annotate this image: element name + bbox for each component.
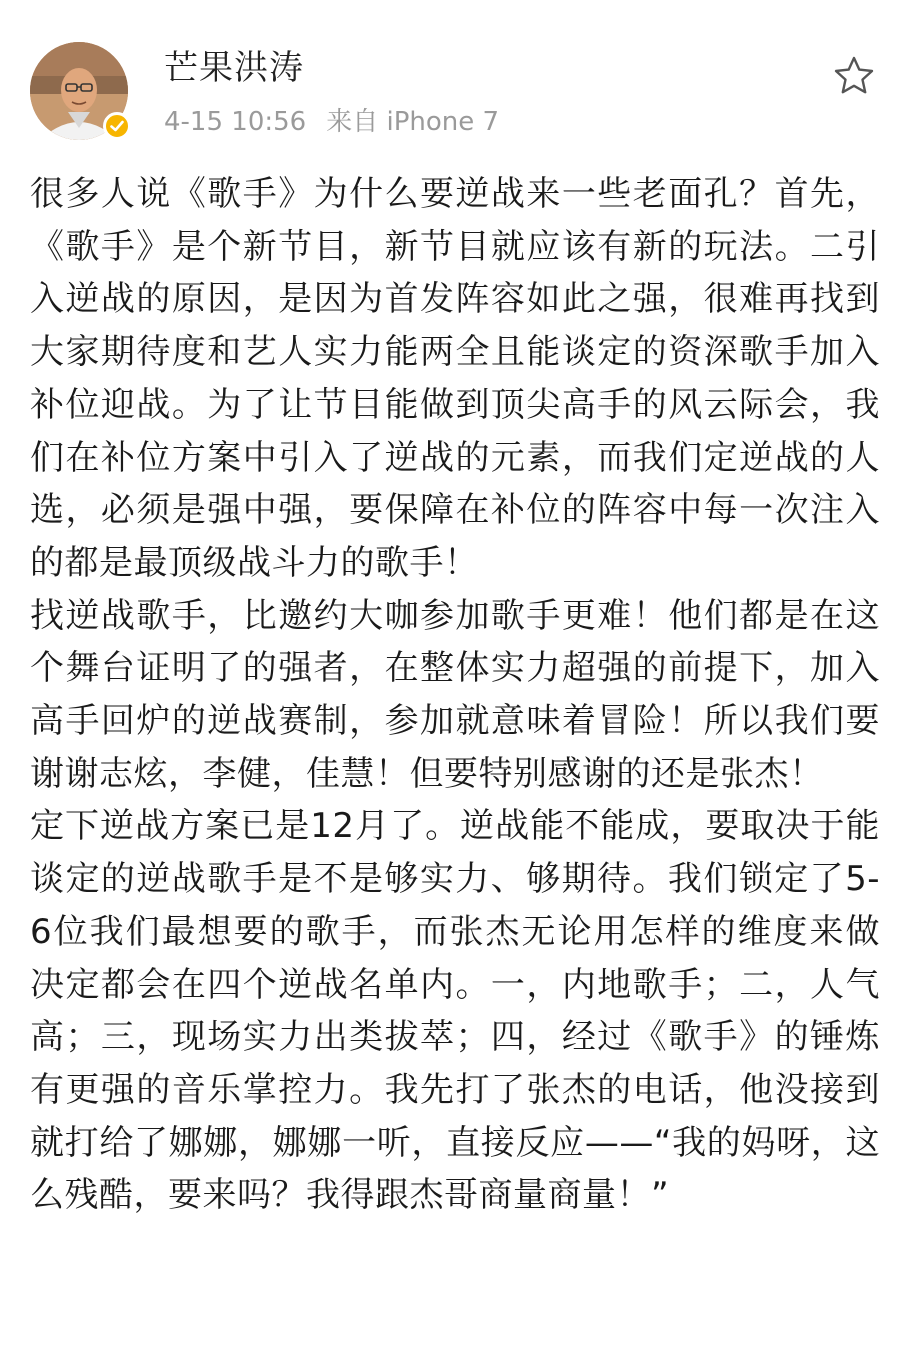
star-outline-icon[interactable] — [832, 54, 876, 98]
post-paragraph-3: 定下逆战方案已是12月了。逆战能不能成，要取决于能谈定的逆战歌手是不是够实力、够期待。我们锁定了5-6位我们最想要的歌手，而张杰无论用怎样的维度来做决定都会在四个逆战名单内。一，内地歌手；二，人气高；三，现场实力出类拔萃；四，经过《歌手》的锤炼有更强的音乐掌控力。我先打了张杰的电话，他没接到就打给了娜娜，娜娜一听，直接反应——“我的妈呀，这么残酷，要来吗？我得跟杰哥商量商量！” — [30, 806, 880, 1216]
post-meta — [164, 106, 499, 138]
post-header — [30, 40, 880, 150]
post-source[interactable]: 来自 iPhone 7 — [326, 107, 500, 137]
author-name[interactable]: 芒果洪涛 — [164, 48, 304, 88]
post-timestamp: 4-15 10:56 — [164, 107, 307, 137]
post-paragraph-1: 很多人说《歌手》为什么要逆战来一些老面孔？首先，《歌手》是个新节目，新节目就应该有新的玩法。二引入逆战的原因，是因为首发阵容如此之强，很难再找到大家期待度和艺人实力能两全且能谈定的资深歌手加入补位迎战。为了让节目能做到顶尖高手的风云际会，我们在补位方案中引入了逆战的元素，而我们定逆战的人选，必须是强中强，要保障在补位的阵容中每一次注入的都是最顶级战斗力的歌手！ — [30, 174, 880, 583]
post-paragraph-2: 找逆战歌手，比邀约大咖参加歌手更难！他们都是在这个舞台证明了的强者，在整体实力超强的前提下，加入高手回炉的逆战赛制，参加就意味着冒险！所以我们要谢谢志炫，李健，佳慧！但要特别感谢的还是张杰！ — [30, 595, 880, 794]
verified-badge-icon — [103, 112, 131, 140]
post-body — [30, 168, 880, 1222]
